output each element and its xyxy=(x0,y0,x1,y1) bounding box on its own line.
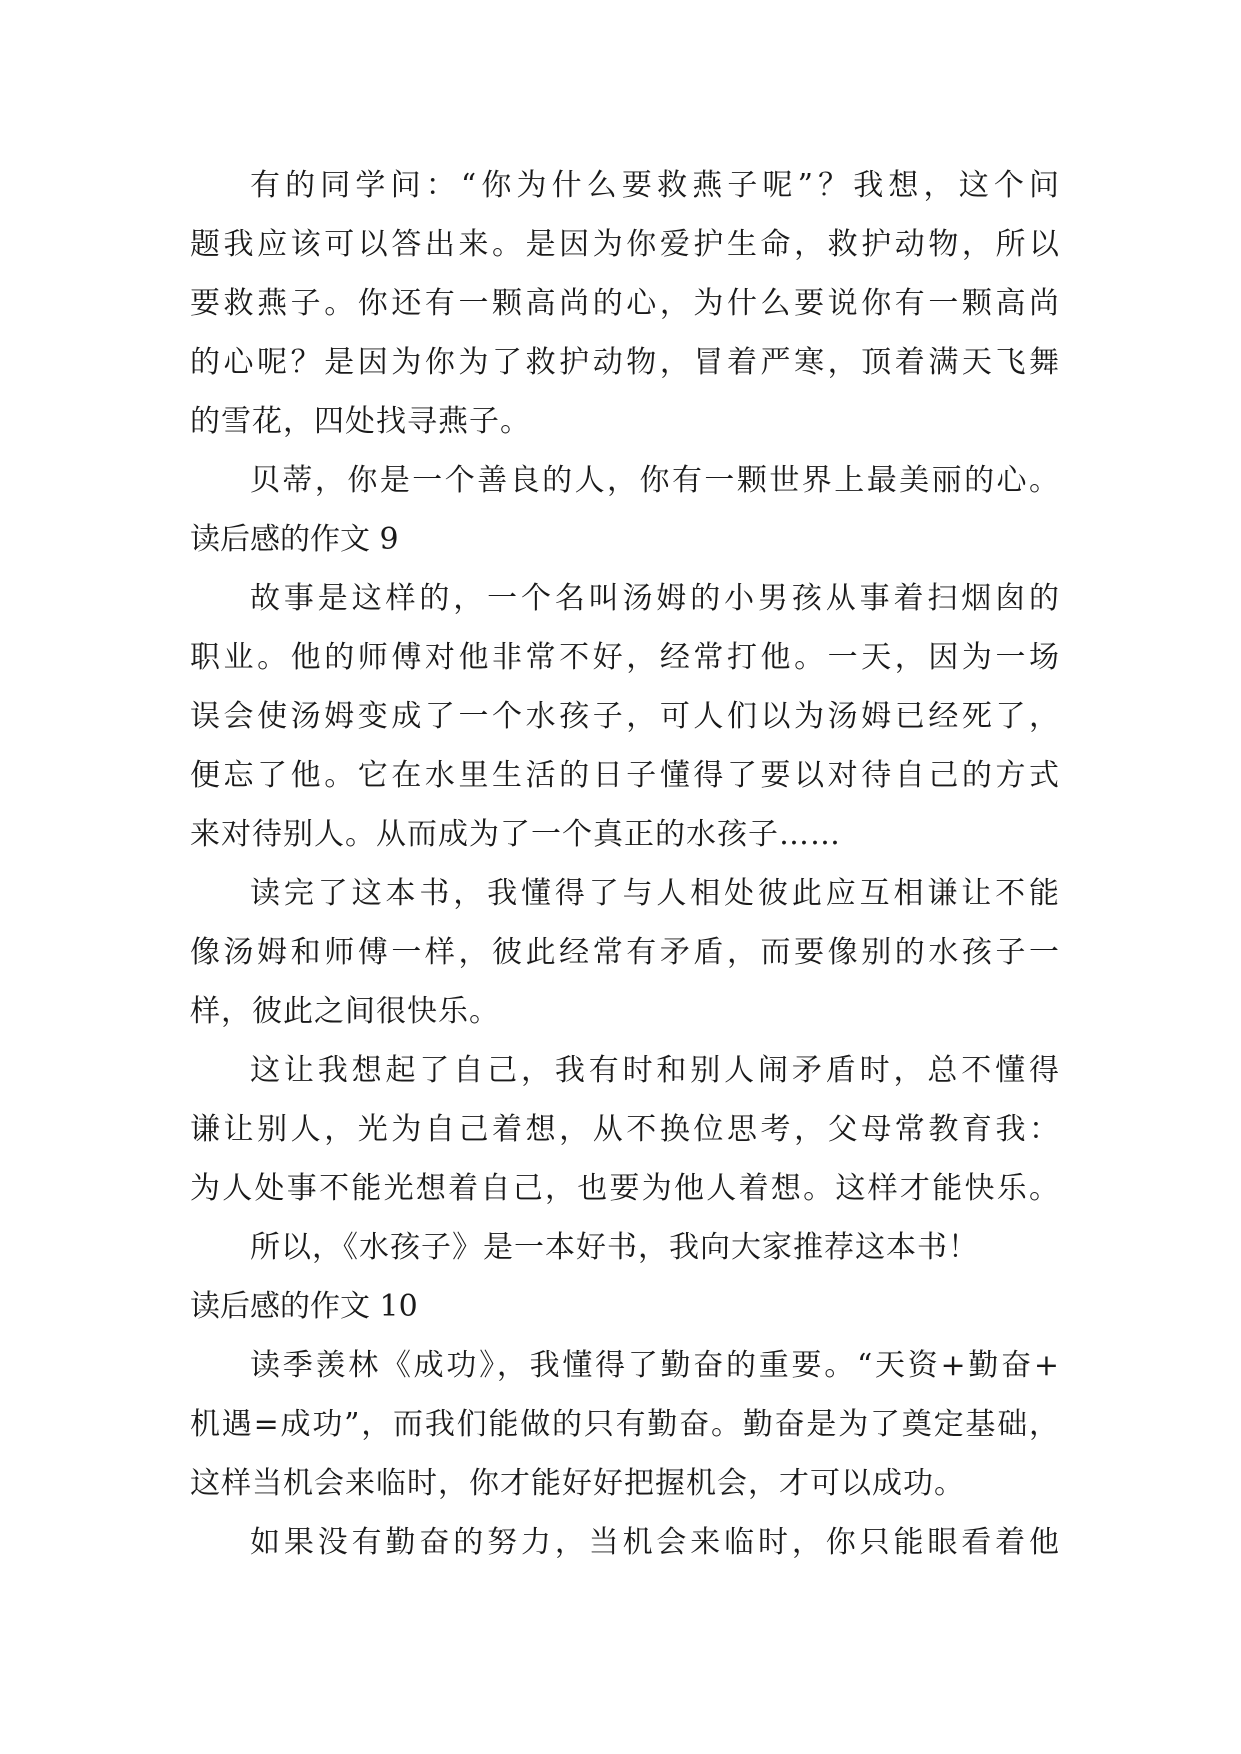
paragraph-line: 有的同学问：“你为什么要救燕子呢”？我想，这个问 xyxy=(250,168,1060,203)
paragraph-line: 机遇=成功”，而我们能做的只有勤奋。勤奋是为了奠定基础， xyxy=(190,1407,1060,1442)
paragraph-line: 为人处事不能光想着自己，也要为他人着想。这样才能快乐。 xyxy=(190,1171,1060,1206)
paragraph-line: 读完了这本书，我懂得了与人相处彼此应互相谦让不能 xyxy=(250,876,1060,911)
paragraph-line: 这让我想起了自己，我有时和别人闹矛盾时，总不懂得 xyxy=(250,1053,1060,1088)
paragraph-line: 要救燕子。你还有一颗高尚的心，为什么要说你有一颗高尚 xyxy=(190,286,1060,321)
paragraph-line: 读季羡林《成功》，我懂得了勤奋的重要。“天资+勤奋+ xyxy=(250,1348,1060,1383)
section-heading: 读后感的作文 10 xyxy=(190,1289,418,1324)
paragraph-line: 题我应该可以答出来。是因为你爱护生命，救护动物，所以 xyxy=(190,227,1060,262)
paragraph-line: 职业。他的师傅对他非常不好，经常打他。一天，因为一场 xyxy=(190,640,1060,675)
paragraph-line: 像汤姆和师傅一样，彼此经常有矛盾，而要像别的水孩子一 xyxy=(190,935,1060,970)
paragraph-line: 的雪花，四处找寻燕子。 xyxy=(190,404,531,439)
paragraph-line: 所以，《水孩子》是一本好书，我向大家推荐这本书！ xyxy=(250,1230,979,1265)
paragraph-line: 如果没有勤奋的努力，当机会来临时，你只能眼看着他 xyxy=(250,1525,1060,1560)
paragraph-line: 样，彼此之间很快乐。 xyxy=(190,994,500,1029)
paragraph-line: 贝蒂，你是一个善良的人，你有一颗世界上最美丽的心。 xyxy=(250,463,1060,498)
paragraph-line: 便忘了他。它在水里生活的日子懂得了要以对待自己的方式 xyxy=(190,758,1060,793)
paragraph-line: 故事是这样的，一个名叫汤姆的小男孩从事着扫烟囱的 xyxy=(250,581,1060,616)
paragraph-line: 这样当机会来临时，你才能好好把握机会，才可以成功。 xyxy=(190,1466,965,1501)
paragraph-line: 的心呢？是因为你为了救护动物，冒着严寒，顶着满天飞舞 xyxy=(190,345,1060,380)
paragraph-line: 来对待别人。从而成为了一个真正的水孩子…… xyxy=(190,817,841,852)
paragraph-line: 谦让别人，光为自己着想，从不换位思考，父母常教育我： xyxy=(190,1112,1060,1147)
document-page xyxy=(190,156,1060,1572)
section-heading: 读后感的作文 9 xyxy=(190,522,399,557)
paragraph-line: 误会使汤姆变成了一个水孩子，可人们以为汤姆已经死了， xyxy=(190,699,1060,734)
